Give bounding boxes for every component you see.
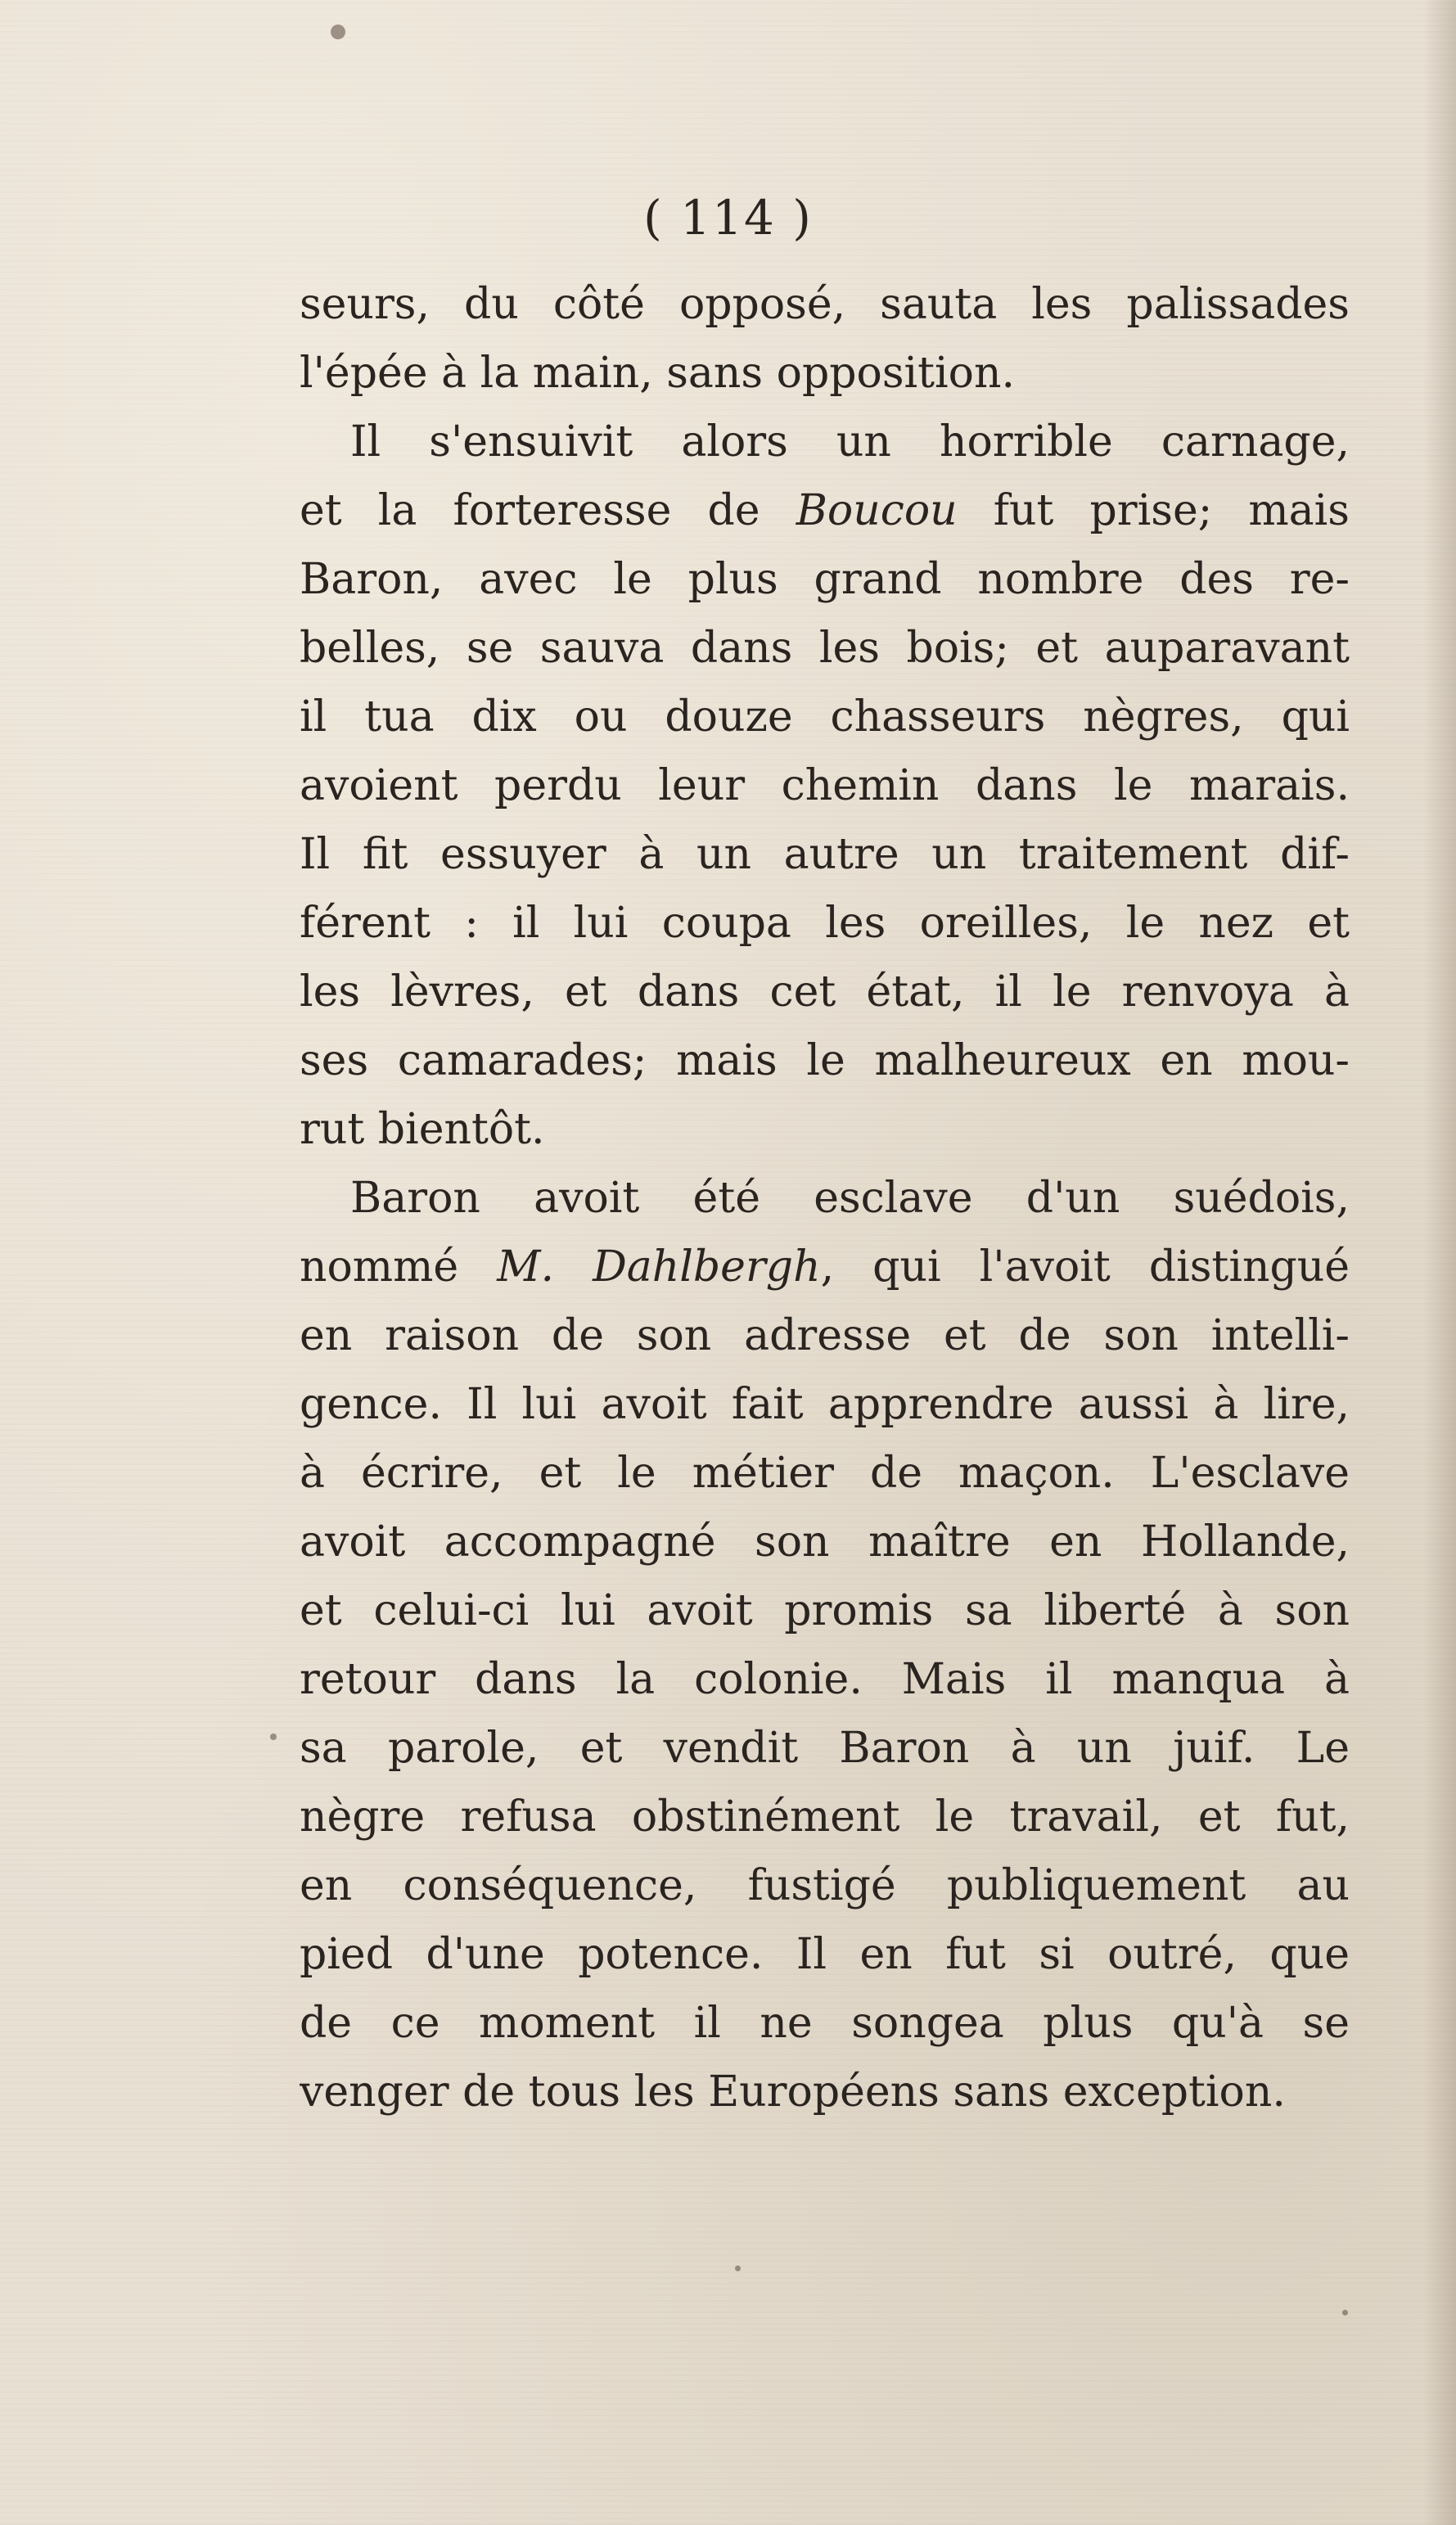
text-line: avoit accompagné son maître en Hollande, <box>300 1517 1350 1567</box>
page-edge-shadow <box>1423 0 1456 2525</box>
line-text: et la forteresse de <box>300 486 796 535</box>
body-text <box>300 270 1350 2126</box>
paper-speck <box>270 1734 277 1740</box>
text-line: et celui-ci lui avoit promis sa liberté à son <box>300 1586 1350 1635</box>
text-line <box>300 476 1350 545</box>
text-line: rut bientôt. <box>300 1105 545 1154</box>
text-line: férent : il lui coupa les oreilles, le nez et <box>300 899 1350 948</box>
text-line: il tua dix ou douze chasseurs nègres, qui <box>300 692 1350 742</box>
paragraph-start-line: Il s'ensuivit alors un horrible carnage, <box>350 417 1350 467</box>
paragraph-start-line: Baron avoit été esclave d'un suédois, <box>350 1174 1350 1223</box>
paper-speck <box>331 25 345 39</box>
text-line: venger de tous les Européens sans exception. <box>300 2067 1286 2117</box>
text-line <box>300 1233 1350 1301</box>
text-line: Baron, avec le plus grand nombre des re- <box>300 555 1350 604</box>
text-line: à écrire, et le métier de maçon. L'esclave <box>300 1449 1350 1498</box>
page-number: ( 114 ) <box>643 190 813 246</box>
text-line: de ce moment il ne songea plus qu'à se <box>300 1999 1350 2048</box>
text-line: sa parole, et vendit Baron à un juif. Le <box>300 1724 1350 1773</box>
text-line: Il fit essuyer à un autre un traitement dif- <box>300 830 1350 879</box>
text-line: en raison de son adresse et de son intelli- <box>300 1311 1350 1360</box>
text-line: seurs, du côté opposé, sauta les palissades <box>300 280 1350 329</box>
text-line: gence. Il lui avoit fait apprendre aussi à lire, <box>300 1380 1350 1429</box>
text-line: pied d'une potence. Il en fut si outré, que <box>300 1930 1350 1979</box>
text-line: en conséquence, fustigé publiquement au <box>300 1861 1350 1910</box>
text-line: nègre refusa obstinément le travail, et fut, <box>300 1792 1350 1842</box>
text-line: l'épée à la main, sans opposition. <box>300 349 1015 398</box>
line-text: , qui l'avoit distingué <box>820 1242 1350 1292</box>
text-line: belles, se sauva dans les bois; et auparavant <box>300 624 1350 673</box>
place-name-italic: Boucou <box>796 486 958 535</box>
text-line: avoient perdu leur chemin dans le marais. <box>300 761 1350 810</box>
paper-speck <box>1342 2310 1348 2315</box>
text-line: retour dans la colonie. Mais il manqua à <box>300 1655 1350 1704</box>
paper-speck <box>735 2266 741 2271</box>
text-line: les lèvres, et dans cet état, il le renvoya à <box>300 967 1350 1017</box>
person-name-italic: M. Dahlbergh <box>497 1242 821 1292</box>
line-text: nommé <box>300 1242 498 1292</box>
text-line: ses camarades; mais le malheureux en mou- <box>300 1036 1350 1085</box>
line-text: fut prise; mais <box>957 486 1350 535</box>
